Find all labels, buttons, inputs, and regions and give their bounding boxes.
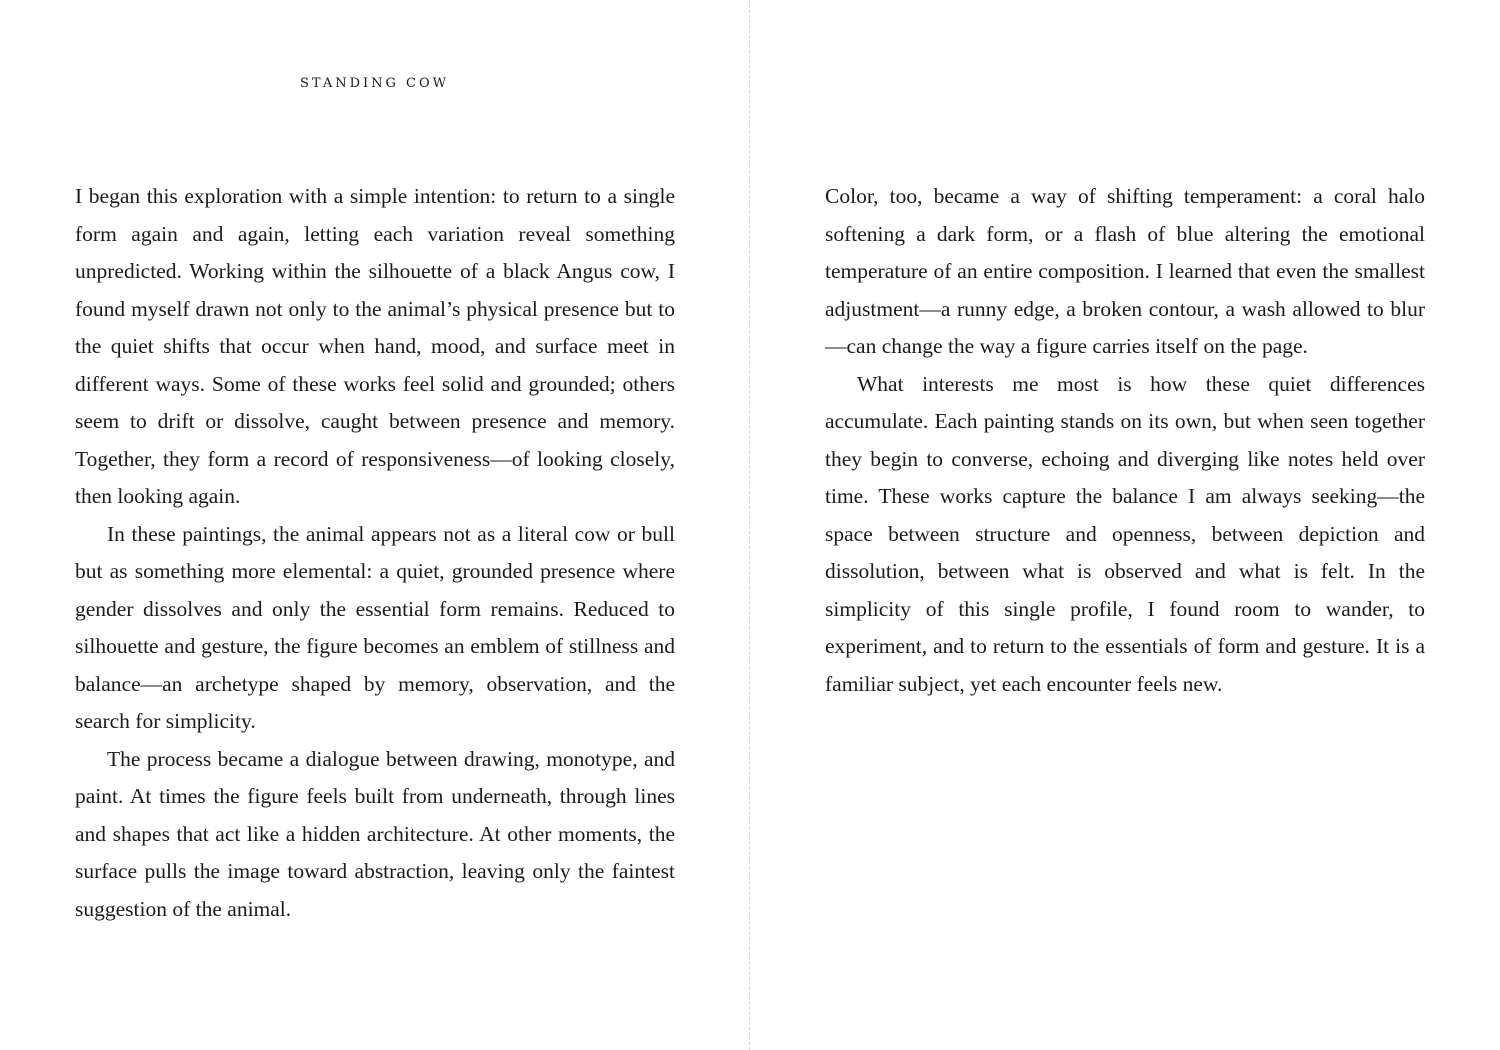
paragraph: I began this exploration with a simple intention: to return to a single form again and again, letting each variation reveal something unpredicted. Working within the silhouette of a black Angus cow, I found myself drawn not only to the animal’s physical presence but to the quiet shifts that occur when hand, mood, and surface meet in different ways. Some of these works feel solid and grounded; others seem to drift or dissolve, caught between presence and memory. Together, they form a record of responsiveness—of looking closely, then looking again. xyxy=(75,184,675,508)
left-page xyxy=(0,0,749,1050)
right-page xyxy=(750,0,1500,1050)
paragraph: What interests me most is how these quiet differences accumulate. Each painting stands on its own, but when seen together they begin to converse, echoing and diverging like notes held over time. These works capture the balance I am always seeking—the space between structure and openness, between depiction and dissolution, between what is observed and what is felt. In the simplicity of this single profile, I found room to wander, to experiment, and to return to the essentials of form and gesture. It is a familiar subject, yet each encounter feels new. xyxy=(825,371,1425,696)
left-page-text xyxy=(75,178,675,928)
right-page-text xyxy=(825,178,1425,703)
running-head: STANDING COW xyxy=(299,76,450,91)
paragraph: The process became a dialogue between drawing, monotype, and paint. At times the figure feels built from underneath, through lines and shapes that act like a hidden architecture. At other moments, the surface pulls the image toward abstraction, leaving only the faintest suggestion of the animal. xyxy=(75,746,675,921)
paragraph: In these paintings, the animal appears not as a literal cow or bull but as something more elemental: a quiet, grounded presence where gender dissolves and only the essential form remains. Reduced to silhouette and gesture, the figure becomes an emblem of stillness and balance—an archetype shaped by memory, observation, and the search for simplicity. xyxy=(75,521,675,733)
paragraph: Color, too, became a way of shifting temperament: a coral halo softening a dark form, or a flash of blue altering the emotional temperature of an entire composition. I learned that even the smallest adjustment—a runny edge, a broken contour, a wash allowed to blur—can change the way a figure carries itself on the page. xyxy=(825,184,1425,358)
